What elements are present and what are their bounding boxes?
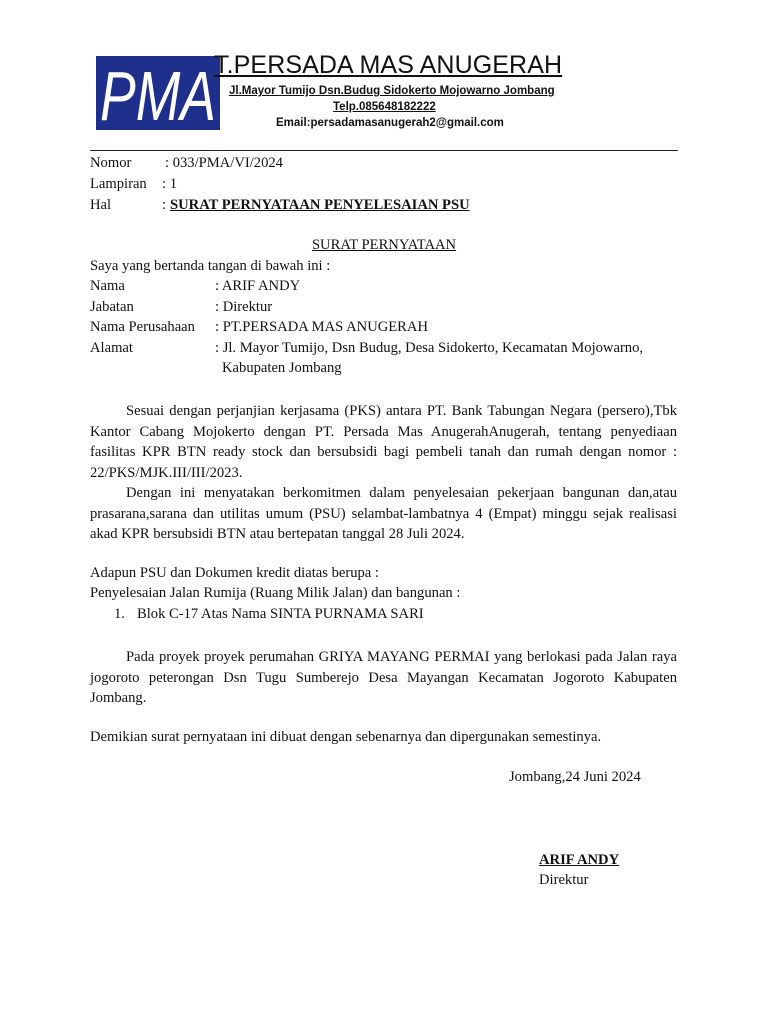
jabatan-label: Jabatan — [90, 299, 134, 315]
list-item-text: Blok C-17 Atas Nama SINTA PURNAMA SARI — [137, 606, 424, 622]
alamat-value-line1: : Jl. Mayor Tumijo, Dsn Budug, Desa Sidokerto, Kecamatan Mojowarno, — [215, 340, 644, 356]
psu-intro: Adapun PSU dan Dokumen kredit diatas berupa : — [90, 565, 379, 581]
letterhead-divider — [90, 150, 678, 151]
intro-text: Saya yang bertanda tangan di bawah ini : — [90, 258, 331, 274]
hal-colon: : — [162, 197, 167, 213]
body-paragraph-commitment: Dengan ini menyatakan berkomitmen dalam penyelesaian pekerjaan bangunan dan,atau prasarana,sarana dan utilitas umum (PSU) selambat-lambatnya 4 (Empat) minggu sejak realisasi akad KPR bersubsidi BTN atau bertepatan tanggal 28 Juli 2024. — [90, 485, 677, 543]
company-logo — [96, 56, 220, 135]
perusahaan-value: : PT.PERSADA MAS ANUGERAH — [215, 319, 428, 335]
nomor-label: Nomor — [90, 155, 132, 171]
lampiran-label: Lampiran — [90, 176, 147, 192]
alamat-label: Alamat — [90, 340, 133, 356]
alamat-value-line2: Kabupaten Jombang — [222, 360, 342, 376]
psu-line: Penyelesaian Jalan Rumija (Ruang Milik Jalan) dan bangunan : — [90, 585, 461, 601]
company-phone: Telp.085648182222 — [333, 101, 436, 113]
perusahaan-label: Nama Perusahaan — [90, 319, 195, 335]
nomor-value: : 033/PMA/VI/2024 — [165, 155, 283, 171]
nama-label: Nama — [90, 278, 125, 294]
list-item-number: 1. — [114, 606, 125, 622]
company-address: Jl.Mayor Tumijo Dsn.Budug Sidokerto Mojowarno Jombang — [229, 85, 555, 97]
company-name: T.PERSADA MAS ANUGERAH — [214, 51, 563, 79]
place-date: Jombang,24 Juni 2024 — [509, 769, 641, 785]
body-paragraph-pks: Sesuai dengan perjanjian kerjasama (PKS) antara PT. Bank Tabungan Negara (persero),Tbk Kantor Cabang Mojokerto dengan PT. Persada Mas AnugerahAnugerah, tentang penyediaan fasilitas KPR BTN ready stock dan bersubsidi bagi pembeli tanah dan rumah dengan nomor : 22/PKS/MJK.III/III/2023. — [90, 403, 677, 481]
jabatan-value: : Direktur — [215, 299, 273, 315]
body-paragraph-project: Pada proyek proyek perumahan GRIYA MAYANG PERMAI yang berlokasi pada Jalan raya jogoroto peterongan Dsn Tugu Sumberejo Desa Mayangan Kecamatan Jogoroto Kabupaten Jombang. — [90, 649, 677, 707]
hal-label: Hal — [90, 197, 112, 213]
letter-title: SURAT PERNYATAAN — [311, 237, 457, 253]
closing-statement: Demikian surat pernyataan ini dibuat dengan sebenarnya dan dipergunakan semestinya. — [90, 729, 602, 745]
hal-value: SURAT PERNYATAAN PENYELESAIAN PSU — [170, 197, 470, 213]
signatory-name: ARIF ANDY — [539, 852, 620, 868]
nama-value: : ARIF ANDY — [215, 278, 301, 294]
logo-text: PMA — [100, 57, 216, 135]
company-email: Email:persadamasanugerah2@gmail.com — [276, 117, 504, 129]
lampiran-value: : 1 — [162, 176, 177, 192]
signatory-title: Direktur — [539, 872, 589, 888]
